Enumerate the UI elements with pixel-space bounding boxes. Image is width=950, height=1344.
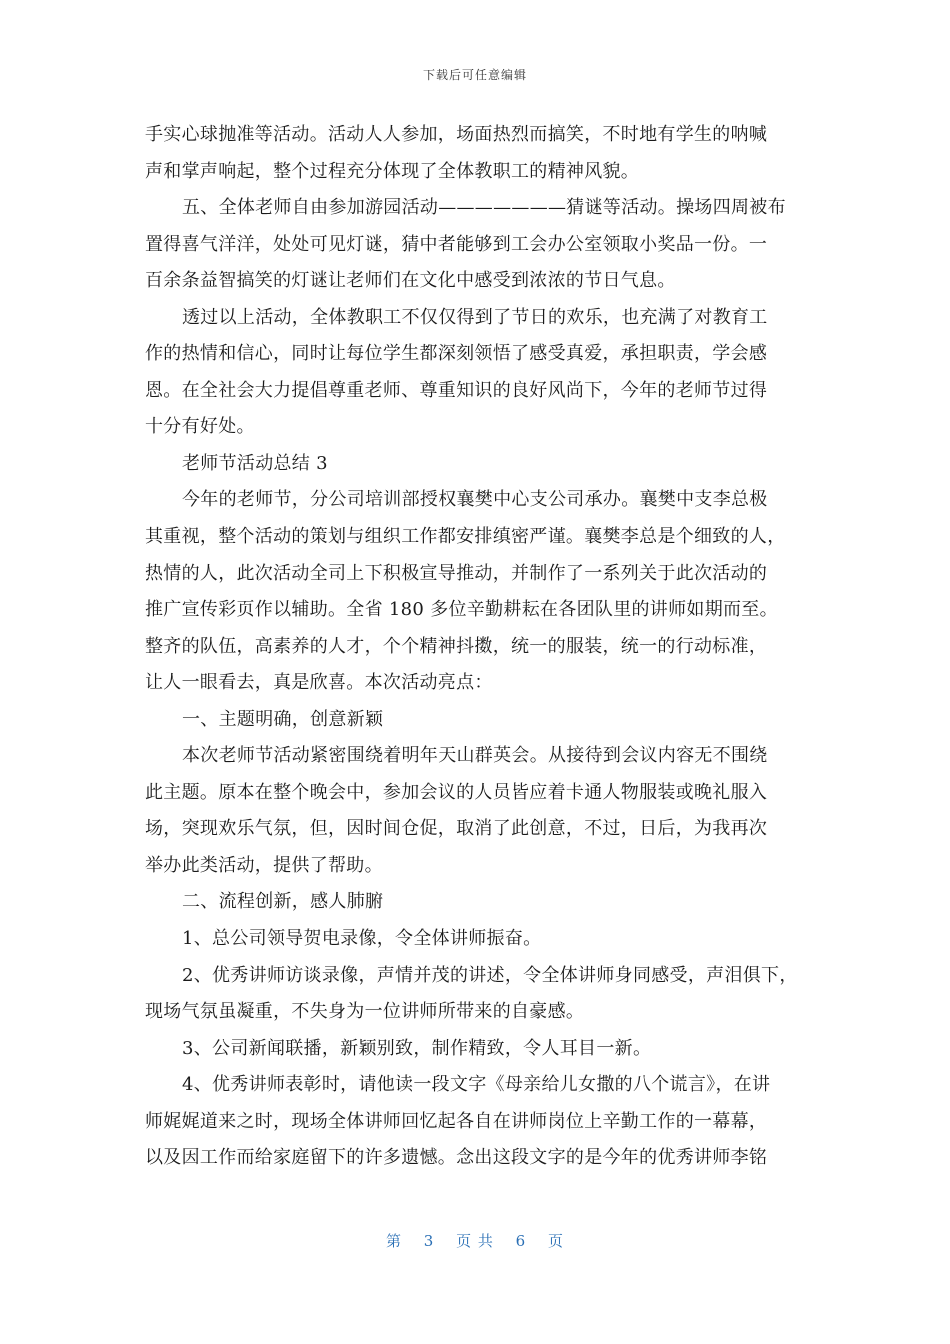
footer-total-pages: 6 (515, 1232, 527, 1250)
text-line: 今年的老师节，分公司培训部授权襄樊中心支公司承办。襄樊中支李总极 (182, 489, 768, 511)
text-line: 老师节活动总结 3 (182, 452, 328, 474)
text-line: 师娓娓道来之时，现场全体讲师回忆起各自在讲师岗位上辛勤工作的一幕幕， (145, 1110, 768, 1132)
page-header-note: 下载后可任意编辑 (422, 68, 527, 82)
text-line: 3、公司新闻联播，新颖别致，制作精致，令人耳目一新。 (182, 1037, 652, 1059)
text-line: 十分有好处。 (145, 416, 255, 438)
text-line: 其重视，整个活动的策划与组织工作都安排缜密严谨。襄樊李总是个细致的人， (145, 526, 786, 548)
text-line: 1、总公司领导贺电录像，令全体讲师振奋。 (182, 928, 542, 950)
footer-middle: 页 共 (456, 1232, 494, 1250)
text-line: 此主题。原本在整个晚会中，参加会议的人员皆应着卡通人物服装或晚礼服入 (145, 781, 768, 803)
text-line: 一、主题明确，创意新颖 (182, 708, 384, 730)
page-footer (0, 1230, 950, 1251)
text-line: 恩。在全社会大力提倡尊重老师、尊重知识的良好风尚下，今年的老师节过得 (145, 379, 768, 401)
text-line: 推广宣传彩页作以辅助。全省 180 多位辛勤耕耘在各团队里的讲师如期而至。 (145, 599, 778, 621)
text-line: 本次老师节活动紧密围绕着明年天山群英会。从接待到会议内容无不围绕 (182, 745, 768, 767)
text-line: 手实心球抛准等活动。活动人人参加，场面热烈而搞笑，不时地有学生的呐喊 (145, 124, 768, 145)
text-line: 二、流程创新，感人肺腑 (182, 891, 384, 913)
text-line: 作的热情和信心，同时让每位学生都深刻领悟了感受真爱，承担职责，学会感 (145, 343, 768, 365)
text-line: 场，突现欢乐气氛，但，因时间仓促，取消了此创意，不过，日后，为我再次 (145, 818, 768, 840)
text-line: 五、全体老师自由参加游园活动———————猜谜等活动。操场四周被布 (182, 197, 786, 219)
text-line: 举办此类活动，提供了帮助。 (145, 854, 383, 876)
footer-suffix: 页 (548, 1232, 565, 1250)
text-line: 透过以上活动，全体教职工不仅仅得到了节日的欢乐，也充满了对教育工 (182, 306, 768, 328)
text-line: 百余条益智搞笑的灯谜让老师们在文化中感受到浓浓的节日气息。 (145, 270, 676, 292)
text-line: 现场气氛虽凝重，不失身为一位讲师所带来的自豪感。 (145, 1001, 585, 1023)
text-line: 2、优秀讲师访谈录像，声情并茂的讲述，令全体讲师身同感受，声泪俱下， (182, 964, 798, 986)
footer-current-page: 3 (423, 1232, 435, 1250)
text-line: 整齐的队伍，高素养的人才，个个精神抖擞，统一的服装，统一的行动标准， (145, 635, 768, 657)
text-line: 置得喜气洋洋，处处可见灯谜，猜中者能够到工会办公室领取小奖品一份。一 (145, 233, 768, 255)
text-line: 声和掌声响起，整个过程充分体现了全体教职工的精神风貌。 (145, 160, 640, 182)
document-body (145, 117, 805, 1177)
footer-prefix: 第 (385, 1232, 402, 1250)
text-line: 让人一眼看去，真是欣喜。本次活动亮点： (145, 672, 493, 694)
text-line: 4、优秀讲师表彰时，请他读一段文字《母亲给儿女撒的八个谎言》，在讲 (182, 1074, 771, 1096)
text-line: 以及因工作而给家庭留下的许多遗憾。念出这段文字的是今年的优秀讲师李铭 (145, 1147, 768, 1169)
text-line: 热情的人，此次活动全司上下积极宣导推动，并制作了一系列关于此次活动的 (145, 562, 768, 584)
